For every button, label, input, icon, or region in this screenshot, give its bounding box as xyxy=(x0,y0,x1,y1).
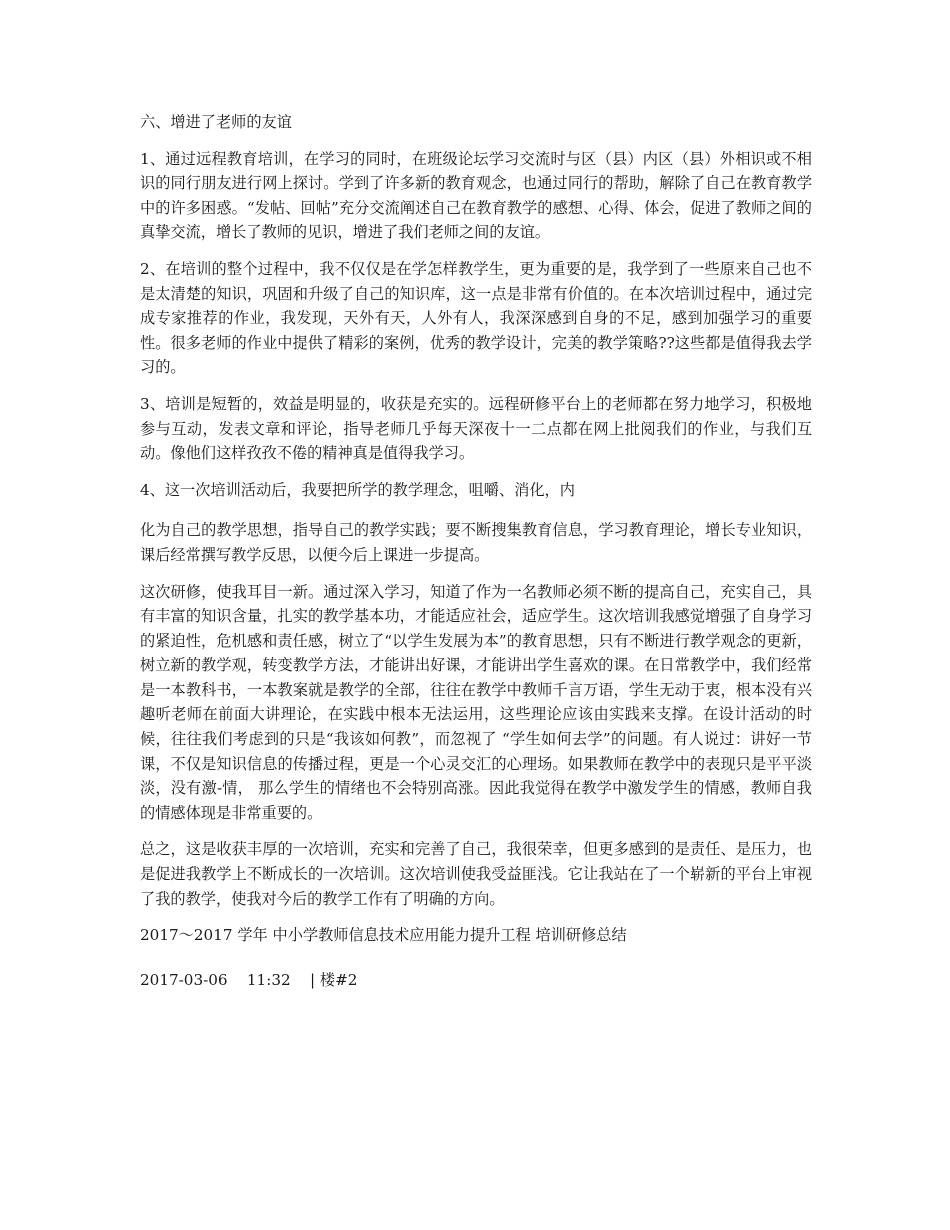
paragraph-3: 3、培训是短暂的，效益是明显的，收获是充实的。远程研修平台上的老师都在努力地学习，积极地参与互动，发表文章和评论，指导老师几乎每天深夜十一二点都在网上批阅我们的作业，与我们互动。像他们这样孜孜不倦的精神真是值得我学习。 xyxy=(140,394,812,463)
document-page xyxy=(140,110,812,992)
paragraph-2: 2、在培训的整个过程中，我不仅仅是在学怎样教学生，更为重要的是，我学到了一些原来自己也不是太清楚的知识，巩固和升级了自己的知识库，这一点是非常有价值的。在本次培训过程中，通过完成专家推荐的作业，我发现，天外有天，人外有人，我深深感到自身的不足，感到加强学习的重要性。很多老师的作业中提供了精彩的案例，优秀的教学设计，完美的教学策略??这些都是值得我去学习的。 xyxy=(140,259,812,377)
paragraph-5: 化为自己的教学思想，指导自己的教学实践；要不断搜集教育信息，学习教育理论，增长专业知识，课后经常撰写教学反思，以便今后上课进一步提高。 xyxy=(140,521,812,564)
section-heading: 六、增进了老师的友谊 xyxy=(140,113,292,131)
post-timestamp: 2017-03-06 11:32 | 楼#2 xyxy=(140,970,358,989)
summary-title: 2017～2017 学年 中小学教师信息技术应用能力提升工程 培训研修总结 xyxy=(140,926,627,945)
paragraph-6: 这次研修，使我耳目一新。通过深入学习，知道了作为一名教师必须不断的提高自己，充实自己，具有丰富的知识含量，扎实的教学基本功，才能适应社会，适应学生。这次培训我感觉增强了自身学习的紧迫性，危机感和责任感，树立了“以学生发展为本”的教育思想，只有不断进行教学观念的更新，树立新的教学观，转变教学方法，才能讲出好课，才能讲出学生喜欢的课。在日常教学中，我们经常是一本教科书，一本教案就是教学的全部，往往在教学中教师千言万语，学生无动于衷，根本没有兴趣听老师在前面大讲理论，在实践中根本无法运用，这些理论应该由实践来支撑。在设计活动的时候，往往我们考虑到的只是“我该如何教”，而忽视了 “学生如何去学”的问题。有人说过：讲好一节课，不仅是知识信息的传播过程，更是一个心灵交汇的心理场。如果教师在教学中的表现只是平平淡淡，没有激-情， 那么学生的情绪也不会特别高涨。因此我觉得在教学中激发学生的情感，教师自我的情感体现是非常重要的。 xyxy=(140,582,812,822)
paragraph-7: 总之，这是收获丰厚的一次培训，充实和完善了自己，我很荣幸，但更多感到的是责任、是压力，也是促进我教学上不断成长的一次培训。这次培训使我受益匪浅。它让我站在了一个崭新的平台上审视了我的教学，使我对今后的教学工作有了明确的方向。 xyxy=(140,840,812,908)
paragraph-4: 4、这一次培训活动后，我要把所学的教学理念，咀嚼、消化，内 xyxy=(140,480,575,499)
paragraph-1: 1、通过远程教育培训，在学习的同时，在班级论坛学习交流时与区（县）内区（县）外相识或不相识的同行朋友进行网上探讨。学到了许多新的教育观念，也通过同行的帮助，解除了自己在教育教学中的许多困惑。“发帖、回帖”充分交流阐述自己在教育教学的感想、心得、体会，促进了教师之间的真挚交流，增长了教师的见识，增进了我们老师之间的友谊。 xyxy=(140,149,812,242)
